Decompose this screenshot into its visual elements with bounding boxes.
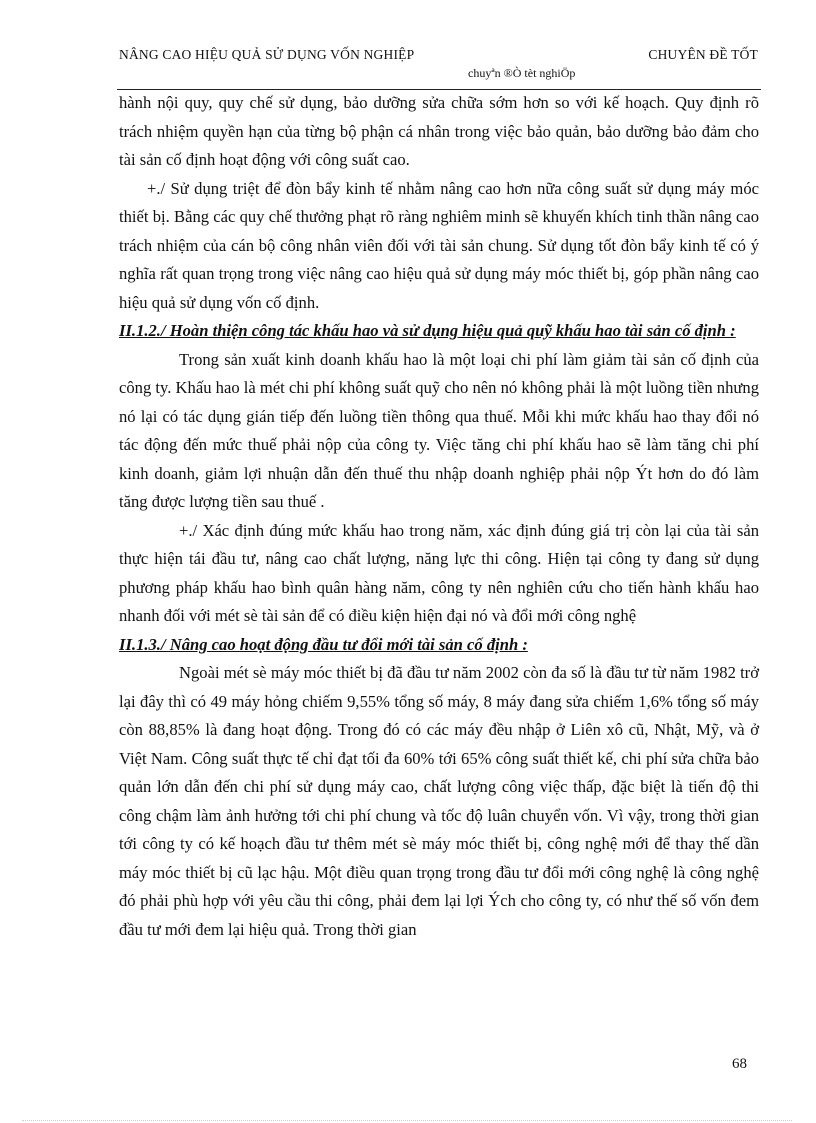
paragraph: hành nội quy, quy chế sử dụng, bảo dưỡng sửa chữa sớm hơn so với kế hoạch. Quy định rõ trách nhiệm quyền hạn của từng bộ phận cá nhân trong việc bảo quản, bảo dưỡng bảo đảm cho tài sản cố định hoạt động với công suất cao. xyxy=(119,93,759,169)
section-heading: II.1.2./ Hoàn thiện công tác khấu hao và sử dụng hiệu quả quỹ khấu hao tài sản cố định : xyxy=(119,321,736,340)
paragraph: +./ Xác định đúng mức khấu hao trong năm, xác định đúng giá trị còn lại của tài sản thực hiện tái đầu tư, nâng cao chất lượng, năng lực thi công. Hiện tại công ty đang sử dụng phương pháp khấu hao bình quân hàng năm, công ty nên nghiên cứu cho tiến hành khấu hao nhanh đối với mét sè tài sản để có điều kiện hiện đại nó và đổi mới công nghệ xyxy=(119,520,759,625)
page-bottom-divider xyxy=(22,1120,792,1121)
page-number: 68 xyxy=(732,1056,747,1072)
paragraph: +./ Sử dụng triệt để đòn bẩy kinh tế nhằm nâng cao hơn nữa công suất sử dụng máy móc thiết bị. Bằng các quy chế thưởng phạt rõ ràng nghiêm minh sẽ khuyến khích tinh thần nâng cao trách nhiệm của cán bộ công nhân viên đối với tài sản chung. Sử dụng tốt đòn bẩy kinh tế có ý nghĩa rất quan trọng trong việc nâng cao hiệu quả sử dụng máy móc thiết bị, góp phần nâng cao hiệu quả sử dụng vốn cố định. xyxy=(119,178,759,312)
section-heading: II.1.3./ Nâng cao hoạt động đầu tư đổi mới tài sản cố định : xyxy=(119,634,528,654)
paragraph: Trong sản xuất kinh doanh khấu hao là một loại chi phí làm giảm tài sản cố định của công ty. Khấu hao là mét chi phí không suất quỹ cho nên nó không phải là một luồng tiền nhưng nó lại có tác dụng gián tiếp đến luồng tiền thông qua thuế. Mỗi khi mức khấu hao thay đổi nó tác động đến mức thuế phải nộp của công ty. Việc tăng chi phí khấu hao sẽ làm tăng chi phí kinh doanh, giảm lợi nhuận dẫn đến thuế thu nhập doanh nghiệp phải nộp Ýt hơn do đó làm tăng được lượng tiền sau thuế . xyxy=(119,349,759,511)
document-body xyxy=(119,89,759,944)
header-right-title: CHUYÊN ĐỀ TỐT xyxy=(648,47,758,62)
header-center-subtitle: chuyªn ®Ò tèt nghiÖp xyxy=(468,66,576,80)
header-left-title: NÂNG CAO HIỆU QUẢ SỬ DỤNG VỐN NGHIỆP xyxy=(119,47,415,62)
paragraph: Ngoài mét sè máy móc thiết bị đã đầu tư năm 2002 còn đa số là đầu tư từ năm 1982 trở lại đây thì có 49 máy hỏng chiếm 9,55% tổng số máy, 8 máy đang sửa chiếm 1,6% tổng số máy còn 88,85% là đang hoạt động. Trong đó có các máy đều nhập ở Liên xô cũ, Nhật, Mỹ, và ở Việt Nam. Công suất thực tế chỉ đạt tối đa 60% tới 65% công suất thiết kế, chi phí sửa chữa bảo quản lớn dẫn đến chi phí sử dụng máy cao, chất lượng công việc thấp, đặc biệt là tiến độ thi công chậm làm ảnh hưởng tới chi phí chung và tốc độ luân chuyển vốn. Vì vậy, trong thời gian tới công ty có kế hoạch đầu tư thêm mét sè máy móc thiết bị, công nghệ mới để thay thế dần máy móc thiết bị cũ lạc hậu. Một điều quan trọng trong đầu tư đổi mới công nghệ là công nghệ đó phải phù hợp với yêu cầu thi công, phải đem lại lợi Ých cho công ty, có như thế số vốn đem đầu tư mới đem lại hiệu quả. Trong thời gian xyxy=(119,663,759,939)
